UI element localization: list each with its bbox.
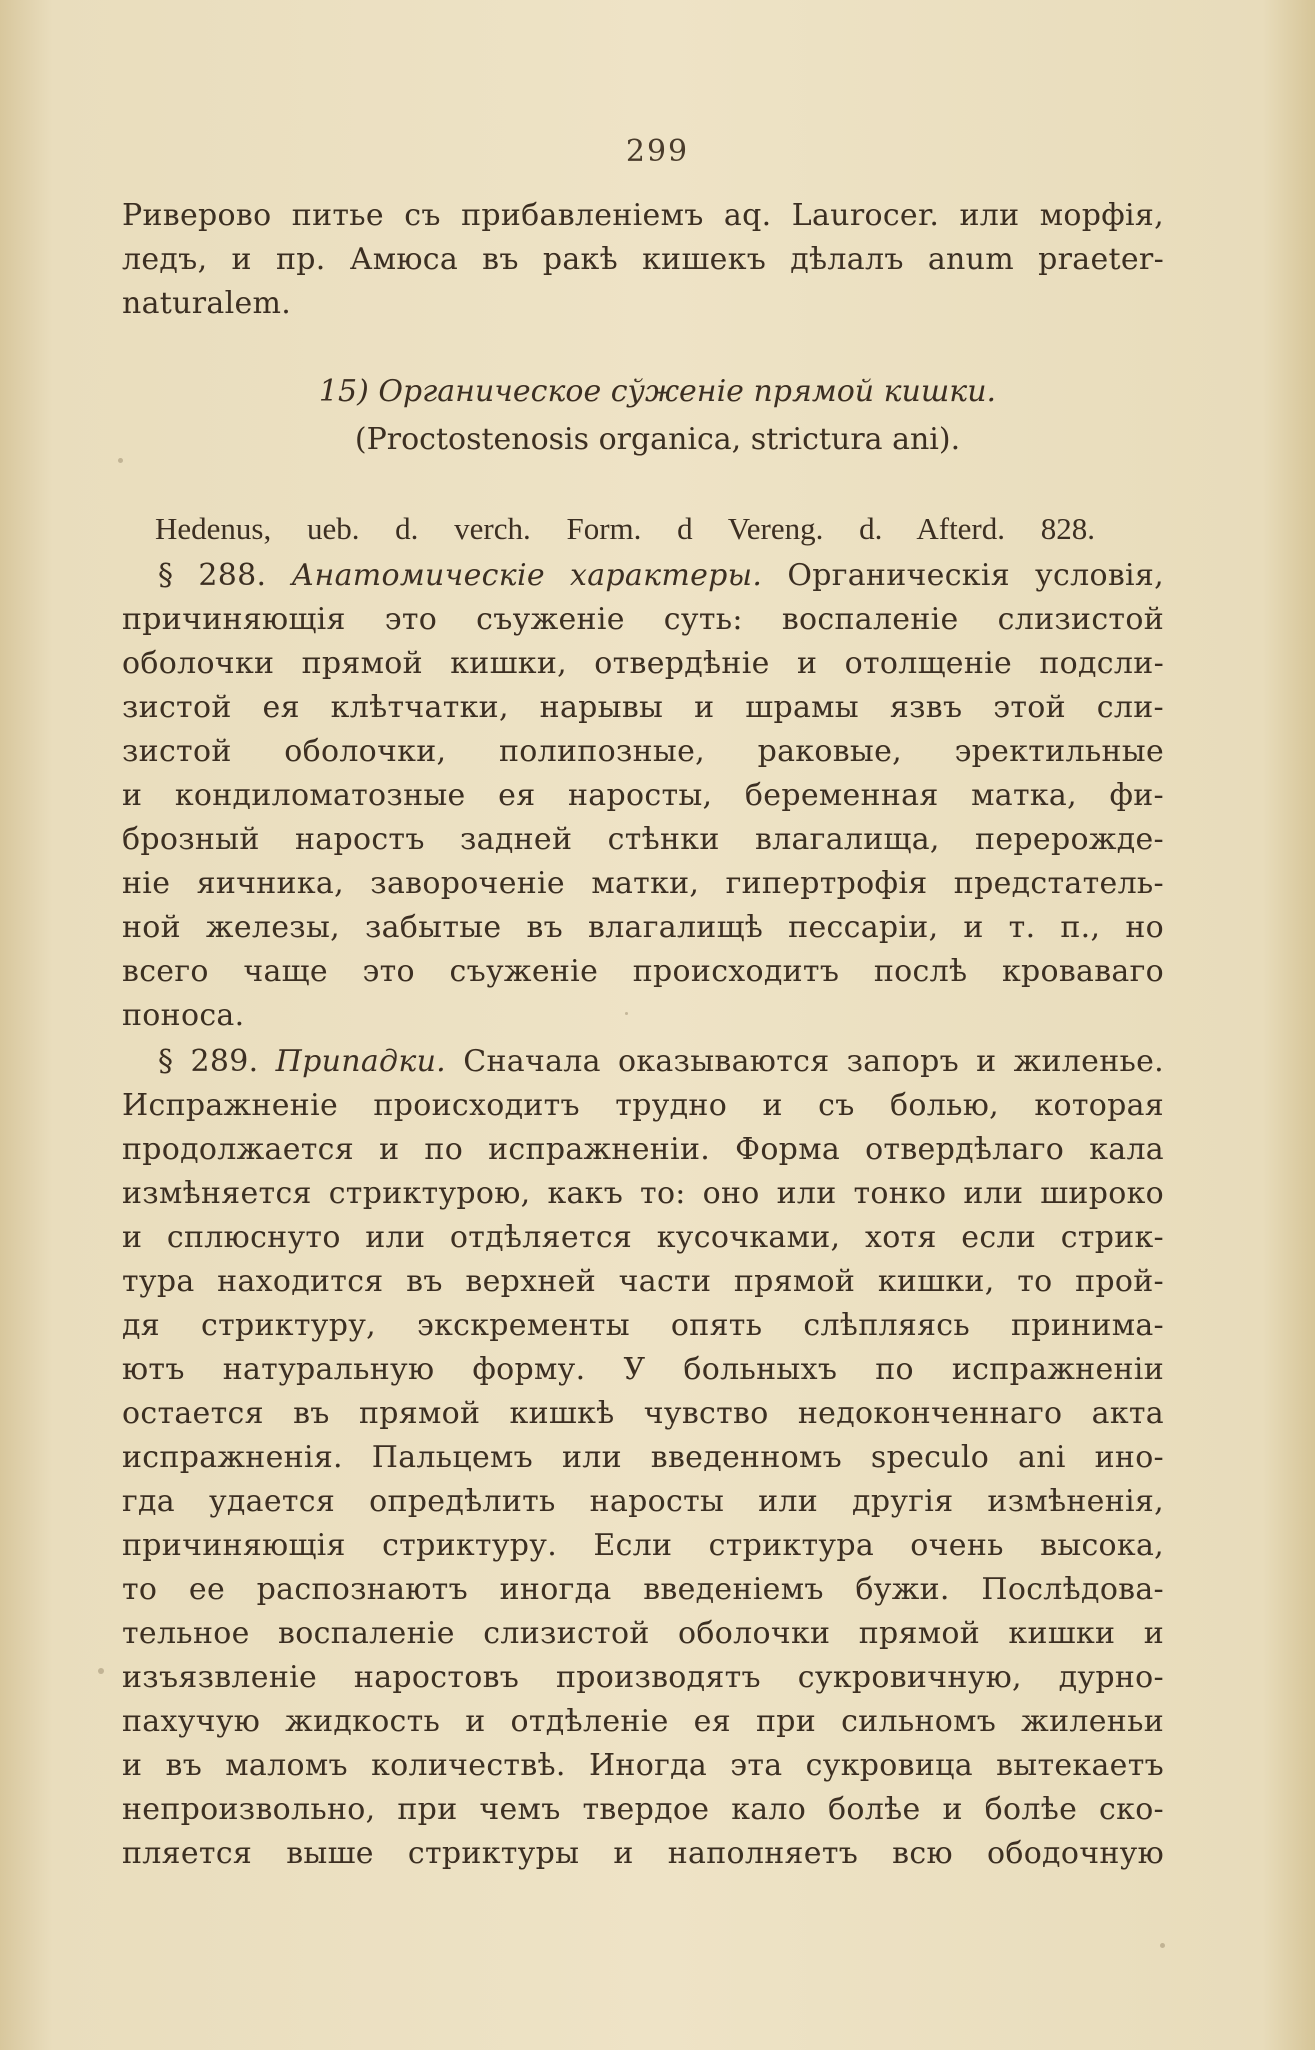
paragraph-line: тельное воспаленіе слизистой оболочки прямой кишки и bbox=[122, 1616, 1164, 1651]
paragraph-line: и сплюснуто или отдѣляется кусочками, хотя если стрик- bbox=[122, 1220, 1164, 1255]
paragraph-line: причиняющія стриктуру. Если стриктура очень высока, bbox=[122, 1528, 1164, 1563]
paragraph-288-first-line bbox=[122, 554, 1164, 598]
paragraph-line: остается въ прямой кишкѣ чувство недоконченнаго акта bbox=[122, 1396, 1164, 1431]
section-subtitle: (Proctostenosis organica, strictura ani). bbox=[354, 422, 961, 457]
paragraph-line: оболочки прямой кишки, отвердѣніе и отолщеніе подсли- bbox=[122, 646, 1164, 681]
paragraph-line: непроизвольно, при чемъ твердое кало болѣе и болѣе ско- bbox=[122, 1792, 1164, 1827]
paragraph-line: измѣняется стриктурою, какъ то: оно или тонко или широко bbox=[122, 1176, 1164, 1211]
paper-speck bbox=[625, 1012, 628, 1015]
paragraph-heading: Анатомическіе характеры. bbox=[291, 558, 763, 593]
paragraph-heading: Припадки. bbox=[275, 1044, 447, 1079]
paragraph-289-first-line bbox=[122, 1040, 1164, 1084]
paragraph-line: ной железы, забытые въ влагалищѣ пессаріи, и т. п., но bbox=[122, 910, 1164, 945]
paragraph-line: Испражненіе происходитъ трудно и съ болью, которая bbox=[122, 1088, 1164, 1123]
paragraph-number: § 289. bbox=[158, 1044, 259, 1079]
paragraph-line: и въ маломъ количествѣ. Иногда эта сукровица вытекаетъ bbox=[122, 1748, 1164, 1783]
reference-line: Hedenus, ueb. d. verch. Form. d Vereng. d. Afterd. 828. bbox=[155, 511, 1095, 546]
paper-speck bbox=[1160, 1943, 1165, 1948]
paragraph-line: причиняющія это съуженіе суть: воспаленіе слизистой bbox=[122, 602, 1164, 637]
paragraph-line: пляется выше стриктуры и наполняетъ всю ободочную bbox=[122, 1836, 1164, 1871]
paragraph-line: поноса. bbox=[122, 998, 245, 1033]
paragraph-line: изъязвленіе наростовъ производятъ сукровичную, дурно- bbox=[122, 1660, 1164, 1695]
paragraph-line: дя стриктуру, экскременты опять слѣпляясь принима- bbox=[122, 1308, 1164, 1343]
paragraph-line: брозный наростъ задней стѣнки влагалища, перерожде- bbox=[122, 822, 1164, 857]
section-title: 15) Органическое сўженіе прямой кишки. bbox=[318, 374, 997, 409]
paragraph-line: тура находится въ верхней части прямой кишки, то прой- bbox=[122, 1264, 1164, 1299]
paragraph-number: § 288. bbox=[158, 558, 267, 593]
paragraph-line: продолжается и по испражненіи. Форма отвердѣлаго кала bbox=[122, 1132, 1164, 1167]
paragraph-line: зистой оболочки, полипозные, раковые, эректильные bbox=[122, 734, 1164, 769]
paragraph-text: Сначала оказываются запоръ и жиленье. bbox=[463, 1044, 1165, 1079]
paragraph-line: всего чаще это съуженіе происходитъ послѣ кроваваго bbox=[122, 954, 1164, 989]
paragraph-line: ніе яичника, завороченіе матки, гипертрофія предстатель- bbox=[122, 866, 1164, 901]
paragraph-text: Органическія условія, bbox=[787, 558, 1164, 593]
intro-line: Риверово питье съ прибавленіемъ aq. Laurocer. или морфія, bbox=[122, 198, 1164, 233]
paragraph-line: и кондиломатозные ея наросты, беременная матка, фи- bbox=[122, 778, 1164, 813]
paragraph-line: гда удается опредѣлить наросты или другія измѣненія, bbox=[122, 1484, 1164, 1519]
page-number: 299 bbox=[625, 134, 690, 169]
paper-speck bbox=[98, 1668, 104, 1674]
paragraph-line: испражненія. Пальцемъ или введенномъ speculo ani ино- bbox=[122, 1440, 1164, 1475]
intro-line: naturalem. bbox=[122, 286, 292, 321]
paragraph-line: зистой ея клѣтчатки, нарывы и шрамы язвъ этой сли- bbox=[122, 690, 1164, 725]
paragraph-line: ютъ натуральную форму. У больныхъ по испражненіи bbox=[122, 1352, 1164, 1387]
intro-line: ледъ, и пр. Амюса въ ракѣ кишекъ дѣлалъ anum praeter- bbox=[122, 242, 1164, 277]
paragraph-line: пахучую жидкость и отдѣленіе ея при сильномъ жиленьи bbox=[122, 1704, 1164, 1739]
paragraph-line: то ее распознаютъ иногда введеніемъ бужи. Послѣдова- bbox=[122, 1572, 1164, 1607]
